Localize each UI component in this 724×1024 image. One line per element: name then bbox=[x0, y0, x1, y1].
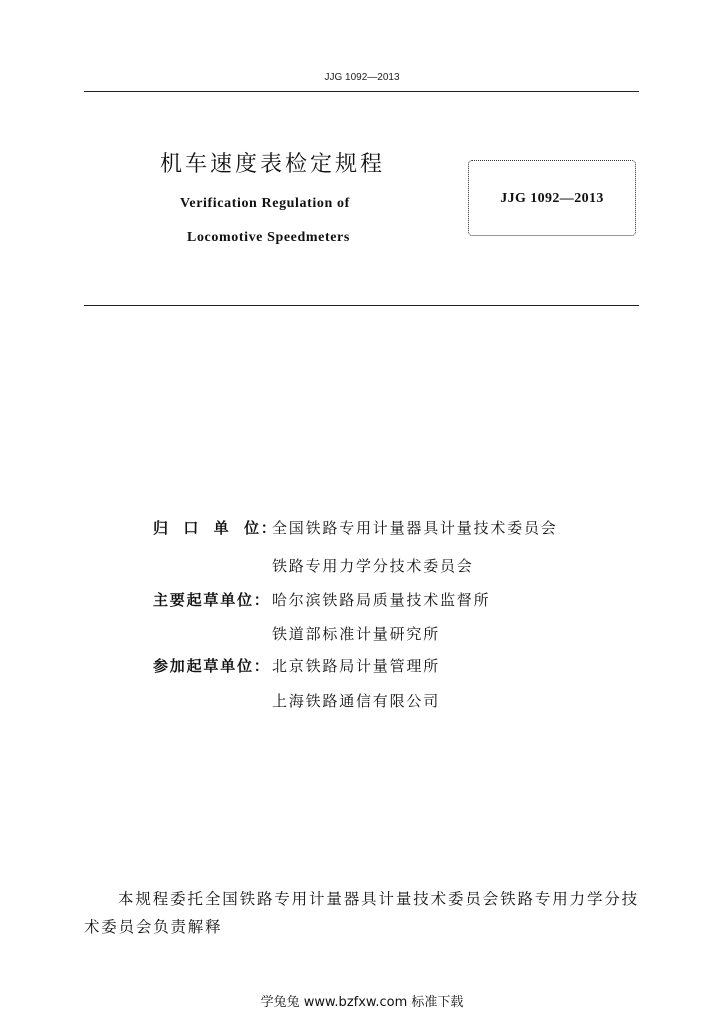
standard-code: JJG 1092—2013 bbox=[500, 191, 604, 206]
unit-label-main-drafting: 主要起草单位： bbox=[153, 591, 271, 609]
header-rule bbox=[84, 91, 639, 92]
unit-value: 铁路专用力学分技术委员会 bbox=[272, 557, 474, 575]
unit-value: 上海铁路通信有限公司 bbox=[272, 692, 441, 710]
unit-label-participating-drafting: 参加起草单位： bbox=[153, 657, 271, 675]
title-english-line-2: Locomotive Speedmeters bbox=[187, 230, 350, 245]
running-header-code: JJG 1092—2013 bbox=[324, 72, 400, 83]
page-footer-watermark: 学兔兔 www.bzfxw.com 标准下载 bbox=[260, 995, 464, 1010]
unit-value: 哈尔滨铁路局质量技术监督所 bbox=[272, 591, 491, 609]
standard-code-box bbox=[468, 160, 636, 236]
title-section-rule bbox=[84, 305, 639, 306]
unit-label-responsible: 归 口 单 位： bbox=[153, 519, 278, 537]
unit-value: 全国铁路专用计量器具计量技术委员会 bbox=[272, 519, 558, 537]
unit-value: 北京铁路局计量管理所 bbox=[272, 657, 441, 675]
title-chinese: 机车速度表检定规程 bbox=[160, 152, 386, 177]
unit-value: 铁道部标准计量研究所 bbox=[272, 625, 441, 643]
title-english-line-1: Verification Regulation of bbox=[180, 196, 350, 211]
interpretation-statement: 本规程委托全国铁路专用计量器具计量技术委员会铁路专用力学分技术委员会负责解释 bbox=[84, 890, 639, 936]
